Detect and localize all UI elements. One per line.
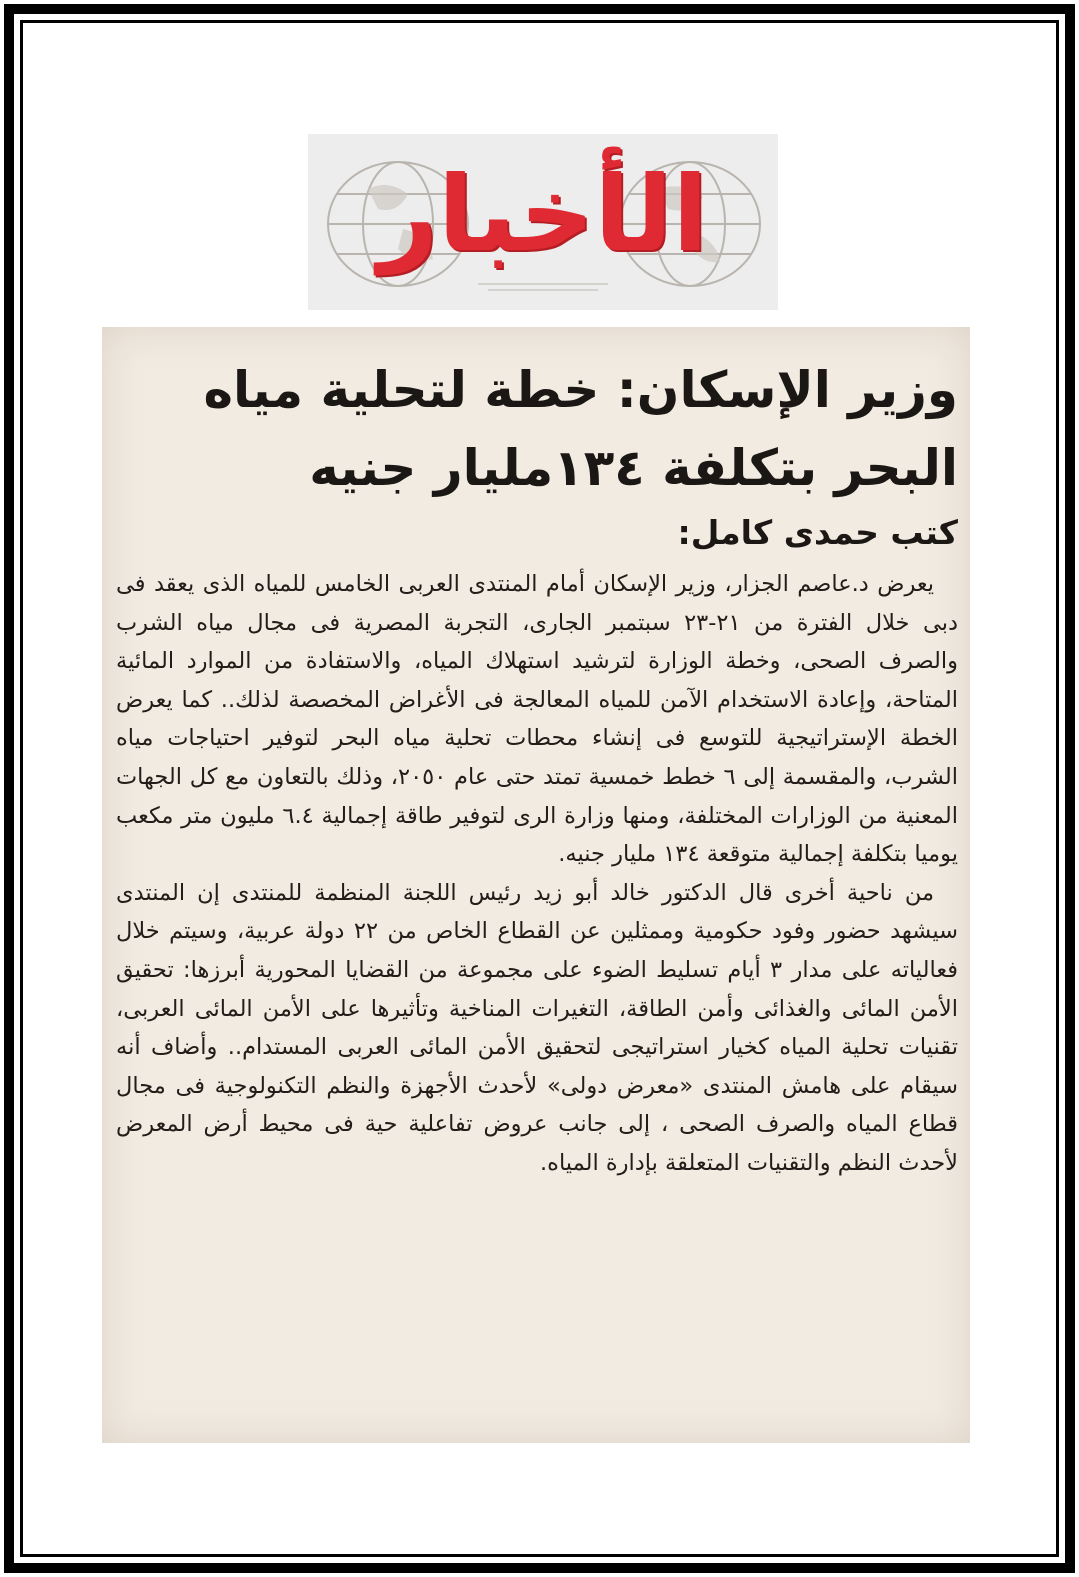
newspaper-logo: الأخبار: [377, 153, 709, 275]
article-paragraph: يعرض د.عاصم الجزار، وزير الإسكان أمام المنتدى العربى الخامس للمياه الذى يعقد فى دبى خلال الفترة من ٢١-٢٣ سبتمبر الجارى، التجربة المصرية فى مجال مياه الشرب والصرف الصحى، وخطة الوزارة لترشيد استهلاك المياه، والاستفادة من الموارد المائية المتاحة، وإعادة الاستخدام الآمن للمياه المعالجة فى الأغراض المخصصة لذلك.. كما يعرض الخطة الإستراتيجية للتوسع فى إنشاء محطات تحلية مياه البحر لتوفير احتياجات مياه الشرب، والمقسمة إلى ٦ خطط خمسية تمتد حتى عام ٢٠٥٠، وذلك بالتعاون مع كل الجهات المعنية من الوزارات المختلفة، ومنها وزارة الرى لتوفير طاقة إجمالية ٦.٤ مليون متر مكعب يوميا بتكلفة إجمالية متوقعة ١٣٤ مليار جنيه.: [116, 571, 959, 868]
article-headline: وزير الإسكان: خطة لتحلية مياه البحر بتكلفة ١٣٤مليار جنيه: [203, 361, 958, 497]
article-body: [116, 565, 958, 1183]
article-paragraph: من ناحية أخرى قال الدكتور خالد أبو زيد رئيس اللجنة المنظمة للمنتدى إن المنتدى سيشهد حضور وفود حكومية وممثلين عن القطاع الخاص من ٢٢ دولة عربية، وسيتم خلال فعالياته على مدار ٣ أيام تسليط الضوء على مجموعة من القضايا المحورية أبرزها: تحقيق الأمن المائى والغذائى وأمن الطاقة، التغيرات المناخية وتأثيرها على الأمن المائى العربى، تقنيات تحلية المياه كخيار استراتيجى لتحقيق الأمن المائى العربى المستدام.. وأضاف أنه سيقام على هامش المنتدى «معرض دولى» لأحدث الأجهزة والنظم التكنولوجية فى مجال قطاع المياه والصرف الصحى ، إلى جانب عروض تفاعلية حية فى محيط أرض المعرض لأحدث النظم والتقنيات المتعلقة بإدارة المياه.: [116, 879, 958, 1176]
article-byline: كتب حمدى كامل:: [677, 513, 958, 552]
article-clipping: [102, 327, 970, 1443]
newspaper-masthead: [308, 134, 778, 310]
